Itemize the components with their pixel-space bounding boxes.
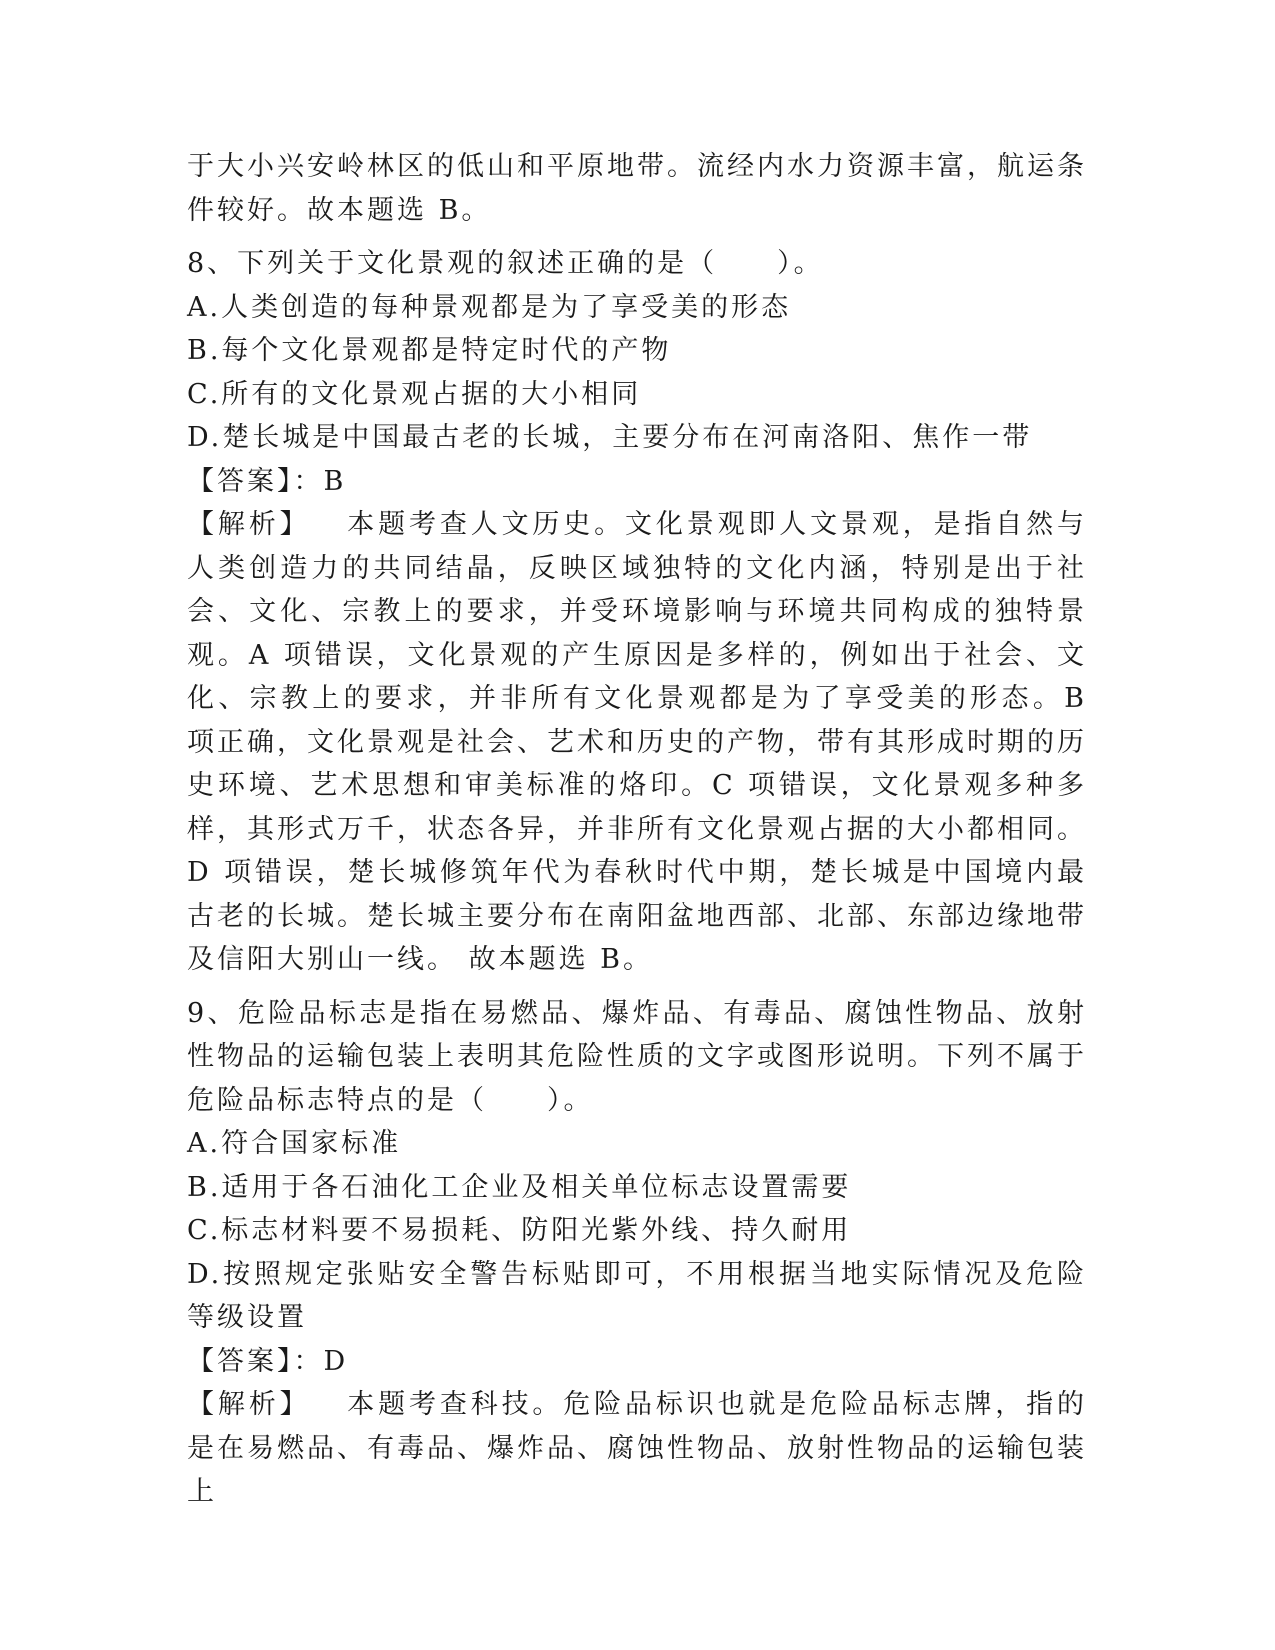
q8-answer	[187, 460, 1087, 504]
question-8	[187, 242, 1087, 982]
analysis-text: 本题考查科技。危险品标识也就是危险品标志牌，指的是在易燃品、有毒品、爆炸品、腐蚀性物品、放射性物品的运输包装上	[187, 1389, 1088, 1507]
q9-option-d: D.按照规定张贴安全警告标贴即可，不用根据当地实际情况及危险等级设置	[187, 1258, 1087, 1333]
q9-option-a: A.符合国家标准	[187, 1128, 402, 1159]
q9-option-c: C.标志材料要不易损耗、防阳光紫外线、持久耐用	[187, 1215, 852, 1246]
q8-option-d: D.楚长城是中国最古老的长城，主要分布在河南洛阳、焦作一带	[187, 422, 1033, 453]
q9-analysis	[187, 1383, 1087, 1514]
answer-label: 【答案】：	[187, 465, 324, 497]
q8-option-a: A.人类创造的每种景观都是为了享受美的形态	[187, 291, 792, 323]
document-page	[187, 145, 1087, 1514]
answer-value: D	[323, 1345, 349, 1377]
analysis-text: 本题考查人文历史。文化景观即人文景观，是指自然与人类创造力的共同结晶，反映区域独特的文化内涵，特别是出于社会、文化、宗教上的要求，并受环境影响与环境共同构成的独特景观。A 项错误，文化景观的产生原因是多样的，例如出于社会、文化、宗教上的要求，并非所有文化景观都是为了享受美的形态。B 项正确，文化景观是社会、艺术和历史的产物，带有其形成时期的历史环境、艺术思想和审美标准的烙印。C 项错误，文化景观多种多样，其形式万千，状态各异，并非所有文化景观占据的大小都相同。D 项错误，楚长城修筑年代为春秋时代中期，楚长城是中国境内最古老的长城。楚长城主要分布在南阳盆地西部、北部、东部边缘地带及信阳大别山一线。 故本题选 B。	[187, 509, 1088, 975]
q8-option-b: B.每个文化景观都是特定时代的产物	[187, 335, 672, 366]
q9-stem: 9、危险品标志是指在易燃品、爆炸品、有毒品、腐蚀性物品、放射性物品的运输包装上表明其危险性质的文字或图形说明。下列不属于危险品标志特点的是（ ）。	[187, 997, 1087, 1116]
q9-option-b: B.适用于各石油化工企业及相关单位标志设置需要	[187, 1171, 852, 1203]
question-9	[187, 992, 1087, 1514]
q8-stem: 8、下列关于文化景观的叙述正确的是（ ）。	[187, 248, 824, 279]
spacer	[187, 982, 1087, 992]
spacer	[187, 232, 1087, 242]
answer-value: B	[323, 465, 347, 497]
q8-analysis	[187, 503, 1087, 982]
q9-answer	[187, 1340, 1087, 1384]
q7-analysis-tail: 于大小兴安岭林区的低山和平原地带。流经内水力资源丰富，航运条件较好。故本题选 B。	[187, 151, 1087, 226]
answer-label: 【答案】：	[187, 1345, 324, 1377]
analysis-label: 【解析】	[187, 1389, 311, 1420]
analysis-label: 【解析】	[187, 509, 311, 540]
q8-option-c: C.所有的文化景观占据的大小相同	[187, 378, 642, 410]
